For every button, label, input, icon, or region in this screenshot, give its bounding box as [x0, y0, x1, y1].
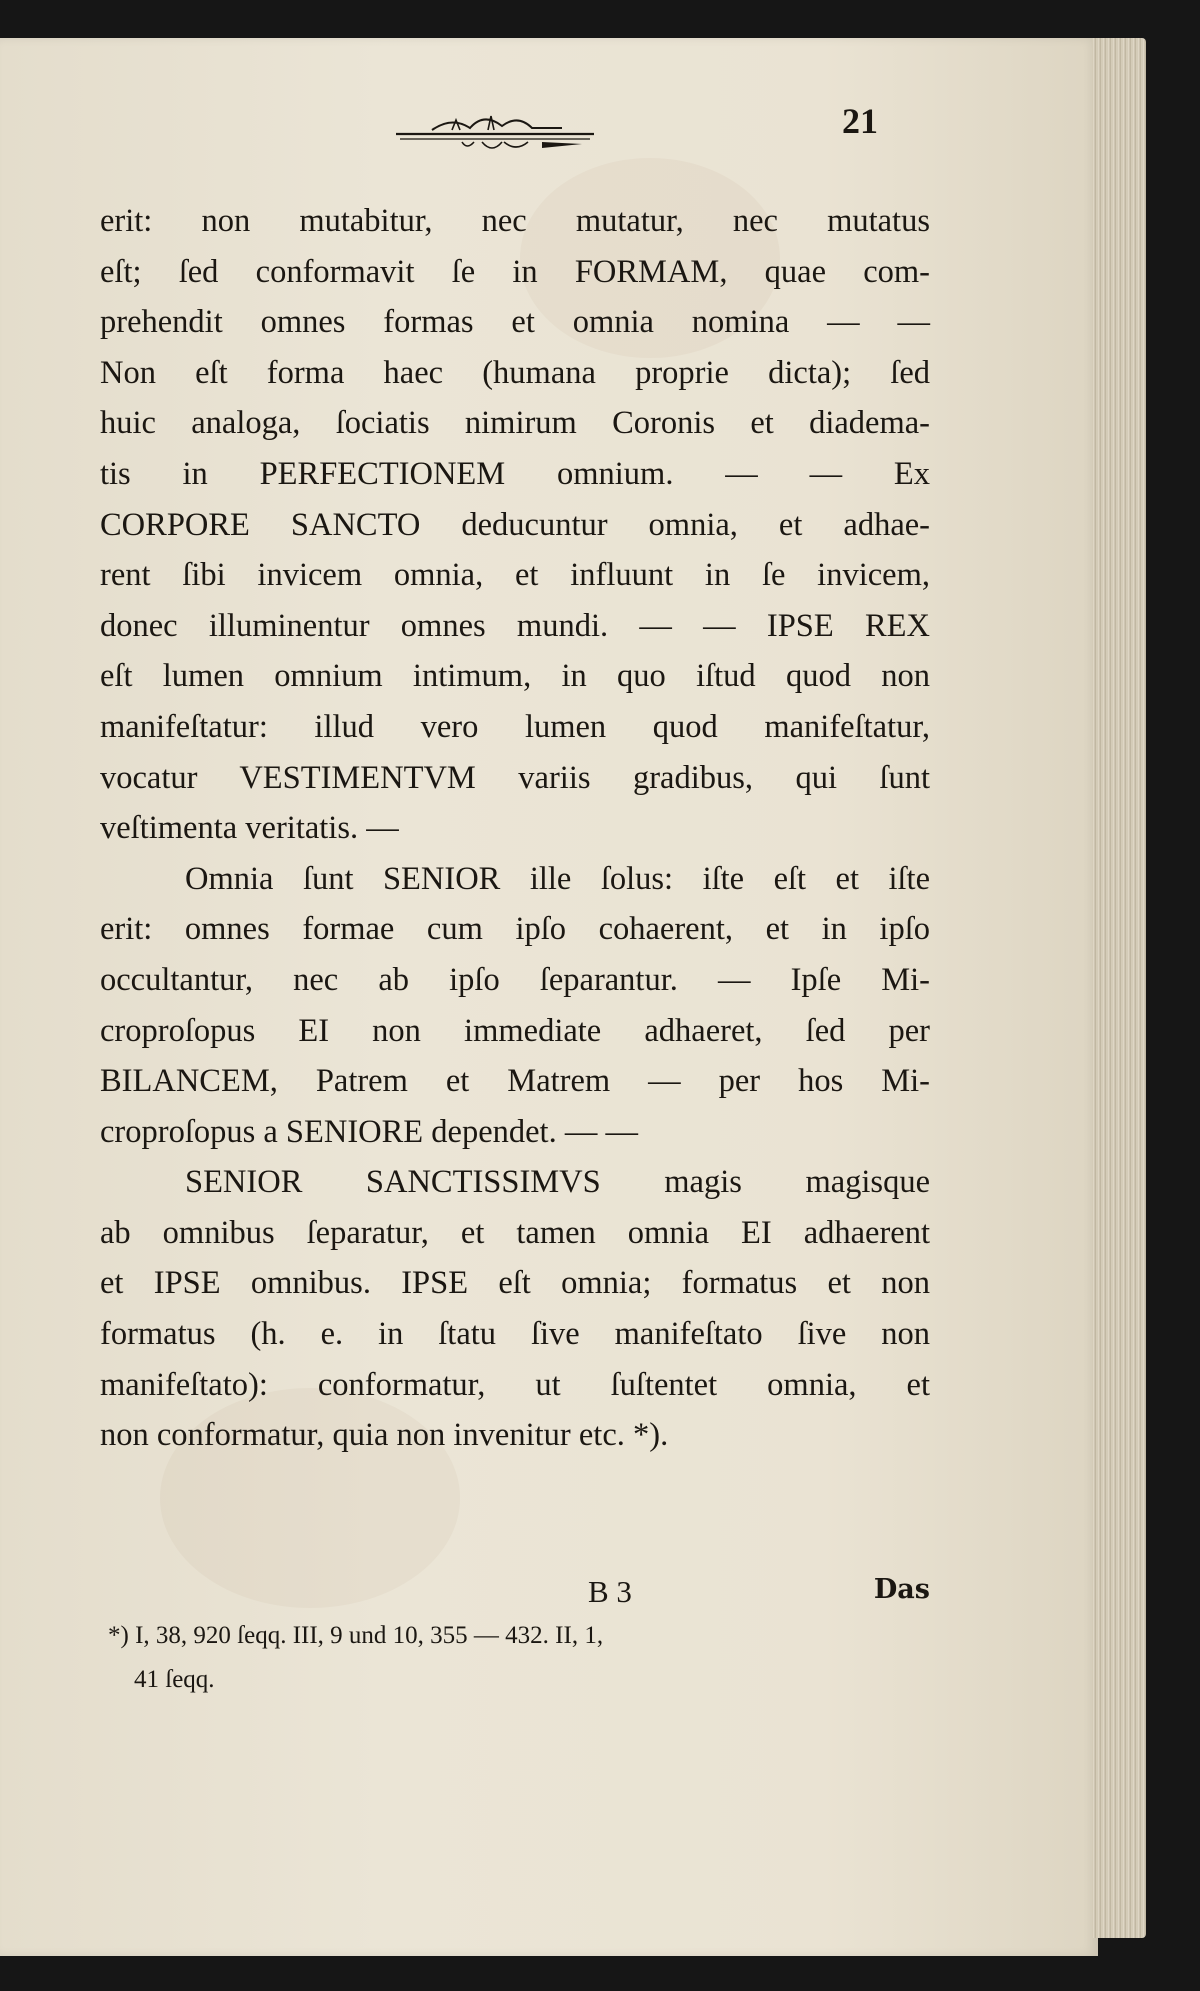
catchword: Das: [873, 1574, 930, 1605]
text-line: croproſopus a SENIORE dependet. — —: [100, 1113, 638, 1150]
text-line: Omnia ſunt SENIOR ille ſolus: iſte eſt et iſte: [185, 860, 930, 897]
text-line: vocatur VESTIMENTVM variis gradibus, qui ſunt: [100, 759, 930, 796]
text-line: non conformatur, quia non invenitur etc. *).: [100, 1417, 669, 1454]
footnote-line: *) I, 38, 920 ſeqq. III, 9 und 10, 355 — 432. II, 1,: [108, 1622, 604, 1649]
text-line: eſt; ſed conformavit ſe in FORMAM, quae com-: [100, 253, 930, 290]
text-line: SENIOR SANCTISSIMVS magis magisque: [185, 1164, 930, 1201]
text-line: prehendit omnes formas et omnia nomina — —: [100, 304, 930, 341]
ornament-icon: [392, 108, 598, 158]
signature-row: [100, 1566, 930, 1616]
text-line: tis in PERFECTIONEM omnium. — — Ex: [100, 455, 930, 492]
text-line: Non eſt forma haec (humana proprie dicta); ſed: [100, 354, 930, 391]
text-line: rent ſibi invicem omnia, et influunt in ſe invicem,: [100, 557, 930, 594]
text-line: manifeſtatur: illud vero lumen quod manifeſtatur,: [100, 708, 930, 745]
text-line: et IPSE omnibus. IPSE eſt omnia; formatus et non: [100, 1265, 930, 1302]
signature-mark: B 3: [588, 1574, 632, 1609]
page-number: 21: [842, 101, 878, 141]
text-line: croproſopus EI non immediate adhaeret, ſed per: [100, 1012, 930, 1049]
page-edges: [1092, 38, 1146, 1938]
text-line: CORPORE SANCTO deducuntur omnia, et adhae-: [100, 506, 930, 543]
body-text: [100, 196, 930, 1461]
text-line: BILANCEM, Patrem et Matrem — per hos Mi-: [100, 1063, 930, 1100]
text-line: erit: omnes formae cum ipſo cohaerent, et in ipſo: [100, 911, 930, 948]
header-ornament: [392, 108, 598, 158]
text-line: donec illuminentur omnes mundi. — — IPSE REX: [100, 607, 930, 644]
text-line: ab omnibus ſeparatur, et tamen omnia EI adhaerent: [100, 1214, 930, 1251]
text-line: occultantur, nec ab ipſo ſeparantur. — Ipſe Mi-: [100, 961, 930, 998]
text-line: veſtimenta veritatis. —: [100, 810, 399, 847]
text-line: erit: non mutabitur, nec mutatur, nec mutatus: [100, 203, 930, 239]
text-line: manifeſtato): conformatur, ut ſuſtentet omnia, et: [100, 1366, 930, 1403]
footnote: [108, 1614, 940, 1702]
text-line: eſt lumen omnium intimum, in quo iſtud quod non: [100, 658, 930, 695]
text-line: huic analoga, ſociatis nimirum Coronis et diadema-: [100, 405, 930, 442]
footnote-line: 41 ſeqq.: [134, 1666, 215, 1693]
text-line: formatus (h. e. in ſtatu ſive manifeſtato ſive non: [100, 1316, 930, 1353]
